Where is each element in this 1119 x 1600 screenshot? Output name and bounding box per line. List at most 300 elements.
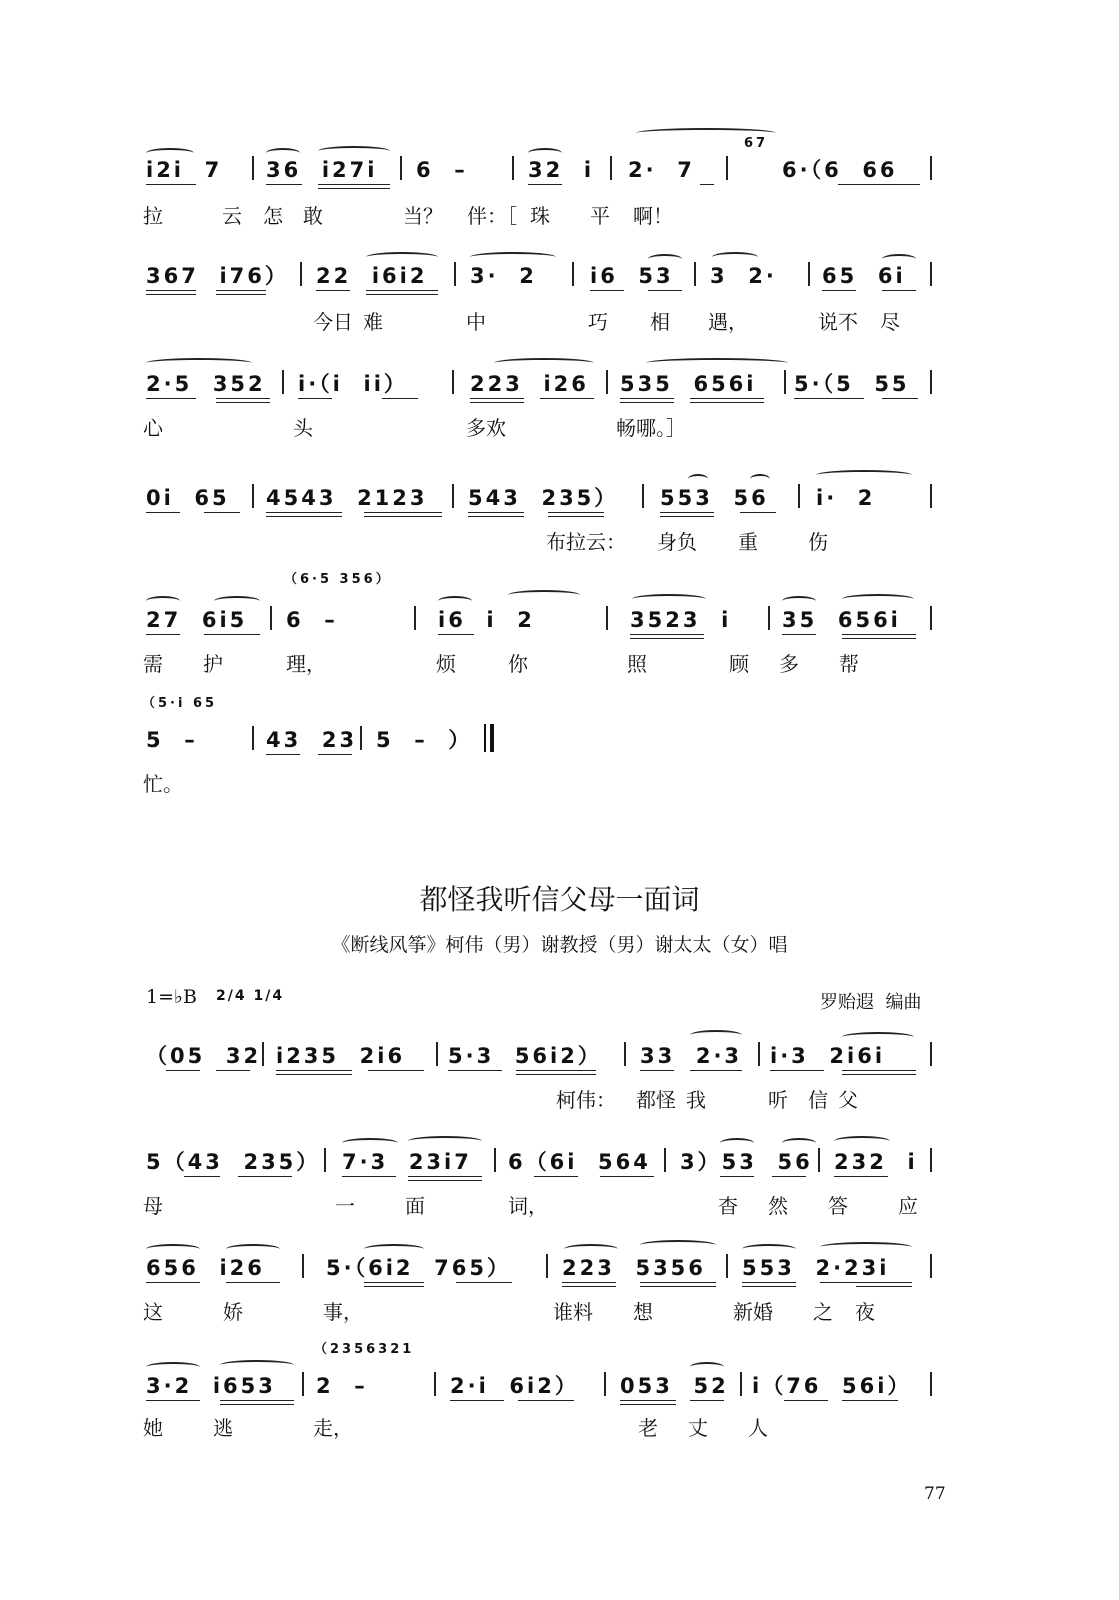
underline: [166, 1070, 200, 1071]
underline: [660, 512, 714, 513]
barline: [604, 1372, 606, 1396]
underline: [620, 398, 674, 399]
underline: [438, 634, 474, 635]
lyric: 怎: [263, 204, 283, 228]
slur: [266, 148, 300, 158]
underline: [660, 516, 714, 517]
score1-row-4: [0, 478, 1119, 518]
lyric: 丈: [688, 1416, 708, 1440]
barline: [302, 1372, 304, 1396]
underline: [216, 1070, 250, 1071]
underline: [518, 1400, 574, 1401]
measure: 3523 i: [630, 608, 732, 632]
barline: [606, 606, 608, 630]
underline: [216, 402, 270, 403]
underline: [534, 1176, 578, 1177]
measure: 553 2·23i: [742, 1256, 890, 1280]
barline: [610, 156, 612, 180]
underline: [364, 1286, 424, 1287]
slur: [688, 474, 708, 484]
measure: 053 52: [620, 1374, 729, 1398]
slur: [318, 146, 390, 156]
underline: [318, 184, 390, 185]
underline: [620, 1400, 676, 1401]
final-barline: [484, 724, 494, 752]
underline: [620, 1404, 676, 1405]
lyric: 人: [748, 1416, 768, 1440]
slur: [564, 1244, 618, 1254]
lyric: 想: [633, 1300, 653, 1324]
measure: 6·（6 66: [782, 158, 898, 182]
underline: [740, 512, 776, 513]
lyric: 伴：［: [467, 204, 517, 228]
slur: [690, 1362, 724, 1372]
score1-row-1: [0, 136, 1119, 190]
lyric: 信: [808, 1088, 828, 1112]
underline: [640, 1070, 674, 1071]
lyric: 答: [828, 1194, 848, 1218]
measure: 5 –: [146, 728, 198, 752]
underline: [600, 1176, 654, 1177]
lyric: 尽: [880, 310, 900, 334]
lyric: 巧: [588, 310, 608, 334]
lyric: 护: [203, 652, 223, 676]
underline: [822, 290, 856, 291]
barline: [302, 1254, 304, 1278]
measure: 6 –: [416, 158, 468, 182]
slur: [816, 470, 912, 480]
measure: i·（i ii）: [298, 372, 408, 396]
score1-lyrics-4: [0, 526, 1119, 556]
underline: [204, 512, 240, 513]
lyric: 难: [363, 310, 383, 334]
measure: i235 2i6: [276, 1044, 406, 1068]
measure: 27 6i5: [146, 608, 248, 632]
slur: [632, 594, 706, 604]
barline: [282, 370, 284, 394]
underline: [690, 1070, 742, 1071]
measure: 367 i76）: [146, 264, 289, 288]
underline: [470, 402, 524, 403]
barline: [414, 606, 416, 630]
underline: [184, 1176, 220, 1177]
measure: 2·5 352: [146, 372, 266, 396]
underline: [700, 184, 714, 185]
underline: [782, 634, 816, 635]
underline: [450, 1400, 504, 1401]
underline: [298, 398, 332, 399]
underline: [834, 1176, 888, 1177]
barline: [270, 606, 272, 630]
measure: 543 235）: [468, 486, 619, 510]
barline: [400, 156, 402, 180]
barline: [930, 1372, 932, 1396]
slur: [226, 1244, 280, 1254]
underline: [640, 1282, 716, 1283]
measure: 4543 2123: [266, 486, 428, 510]
barline: [930, 156, 932, 180]
grace-notes: 67: [744, 136, 769, 151]
underline: [366, 290, 438, 291]
slur: [646, 358, 788, 368]
score1-row-6: [0, 720, 1119, 760]
barline: [262, 1042, 264, 1066]
slur: [342, 1138, 398, 1148]
underline: [408, 1180, 482, 1181]
barline: [694, 262, 696, 286]
lyric: 遇，: [708, 310, 748, 334]
slur: [640, 1240, 716, 1250]
slur: [146, 1362, 200, 1372]
measure: 32 i: [528, 158, 595, 182]
measure: 36 i27i: [266, 158, 378, 182]
underline: [468, 516, 524, 517]
barline: [808, 262, 810, 286]
measure: 2·i 6i2）: [450, 1374, 579, 1398]
barline: [768, 606, 770, 630]
lyric: 走，: [313, 1416, 353, 1440]
lyric: 需: [143, 652, 163, 676]
underline: [382, 398, 418, 399]
underline: [720, 1176, 754, 1177]
slur: [782, 1138, 816, 1148]
lyric: 听: [768, 1088, 788, 1112]
slur: [146, 596, 180, 606]
lyric: 父: [838, 1088, 858, 1112]
underline: [640, 1286, 716, 1287]
slur: [648, 254, 682, 264]
barline: [930, 1254, 932, 1278]
barline: [798, 484, 800, 508]
slur: [742, 1244, 796, 1254]
lyric: 都怪: [636, 1088, 676, 1112]
underline: [540, 398, 594, 399]
barline: [784, 370, 786, 394]
underline: [856, 1286, 912, 1287]
underline: [238, 1176, 292, 1177]
lyric: 重: [738, 530, 758, 554]
barline: [252, 156, 254, 180]
lyric: 忙。: [143, 772, 183, 796]
song-title: 都怪我听信父母一面词: [419, 883, 700, 916]
slur: [508, 590, 580, 600]
slur: [834, 1136, 890, 1146]
measure: 65 6i: [822, 264, 906, 288]
lyric: 娇: [223, 1300, 243, 1324]
underline: [146, 634, 180, 635]
measure: 6 –: [286, 608, 338, 632]
barline: [252, 726, 254, 750]
slur: [408, 1136, 482, 1146]
lyric: 相: [650, 310, 670, 334]
lyric: 母: [143, 1194, 163, 1218]
lyric: 当？: [403, 204, 443, 228]
lyric: 一: [335, 1194, 355, 1218]
barline: [930, 262, 932, 286]
underline: [226, 1282, 280, 1283]
underline: [342, 1176, 396, 1177]
lyric: 然: [768, 1194, 788, 1218]
slur: [220, 1360, 294, 1370]
lyric: 之: [813, 1300, 833, 1324]
underline: [220, 1400, 294, 1401]
barline: [930, 1042, 932, 1066]
underline: [620, 402, 674, 403]
lyric: 头: [293, 416, 313, 440]
lyric: 珠: [530, 204, 550, 228]
song2-row-2: [0, 1142, 1119, 1182]
lyric: 逃: [213, 1416, 233, 1440]
underline: [448, 1070, 502, 1071]
lyric: 面: [405, 1194, 425, 1218]
underline: [368, 1070, 424, 1071]
barline: [930, 370, 932, 394]
measure: 3 2·: [710, 264, 777, 288]
underline: [842, 1070, 916, 1071]
lyric: 畅哪。］: [616, 416, 686, 440]
slur: [882, 254, 916, 264]
song2-lyrics-4: [0, 1412, 1119, 1442]
barline: [360, 726, 362, 750]
slur: [438, 596, 472, 606]
lyric: 说不: [818, 310, 858, 334]
measure: 656 i26: [146, 1256, 265, 1280]
barline: [740, 1372, 742, 1396]
underline: [316, 290, 350, 291]
slur: [146, 148, 194, 158]
underline: [146, 1400, 200, 1401]
measure: 5·（6i2 765）: [326, 1256, 511, 1280]
underline: [548, 516, 604, 517]
underline: [276, 1070, 352, 1071]
page-number: 77: [924, 1484, 946, 1504]
slur: [842, 1032, 914, 1042]
underline: [842, 1074, 916, 1075]
barline: [454, 262, 456, 286]
lyric: 云: [222, 204, 242, 228]
barline: [300, 262, 302, 286]
slur: [782, 596, 816, 606]
underline: [590, 290, 624, 291]
underline: [838, 184, 920, 185]
barline: [664, 1148, 666, 1172]
underline: [882, 290, 916, 291]
underline: [366, 294, 438, 295]
interlude-annotation: （5·i 65: [142, 696, 218, 711]
lyric: 布拉云：: [546, 530, 626, 554]
measure: 223 i26: [470, 372, 589, 396]
barline: [452, 484, 454, 508]
lyric: 杳: [718, 1194, 738, 1218]
song2-lyrics-2: [0, 1190, 1119, 1220]
barline: [512, 156, 514, 180]
slur: [842, 594, 914, 604]
underline: [690, 398, 764, 399]
barline: [494, 1148, 496, 1172]
underline: [770, 1070, 824, 1071]
slur: [470, 252, 556, 262]
underline: [562, 1286, 616, 1287]
measure: i·3 2i6i: [770, 1044, 886, 1068]
lyric: 谁料: [553, 1300, 593, 1324]
underline: [146, 294, 196, 295]
lyric: 词，: [508, 1194, 548, 1218]
underline: [364, 516, 442, 517]
measure: 5（43 235）: [146, 1150, 321, 1174]
barline: [624, 1042, 626, 1066]
song2-lyrics-3: [0, 1296, 1119, 1326]
underline: [266, 512, 342, 513]
underline: [548, 512, 604, 513]
lyric: 伤: [808, 530, 828, 554]
measure: （05 32: [146, 1044, 262, 1068]
measure: 6（6i 564: [508, 1150, 651, 1174]
underline: [146, 290, 196, 291]
measure: 553 56: [660, 486, 769, 510]
lyric: 应: [898, 1194, 918, 1218]
lyric: 理，: [286, 652, 326, 676]
song2-row-4: [0, 1366, 1119, 1406]
measure: 2 –: [316, 1374, 368, 1398]
score1-row-3: [0, 364, 1119, 404]
lyric: 我: [686, 1088, 706, 1112]
underline: [630, 634, 704, 635]
underline: [146, 1282, 200, 1283]
lyric: 身负: [657, 530, 697, 554]
underline: [742, 1282, 796, 1283]
lyric: 平: [590, 204, 610, 228]
underline: [794, 398, 864, 399]
underline: [216, 290, 266, 291]
score1-lyrics-1: [0, 200, 1119, 230]
lyric: 柯伟：: [556, 1088, 616, 1112]
measure: 3·2 i653: [146, 1374, 276, 1398]
underline: [842, 638, 916, 639]
score1-lyrics-6: [0, 768, 1119, 798]
underline: [742, 1286, 796, 1287]
lyric: 烦: [436, 652, 456, 676]
slur: [364, 1244, 424, 1254]
barline: [930, 1148, 932, 1172]
underline: [690, 1400, 724, 1401]
underline: [470, 398, 524, 399]
underline: [630, 638, 704, 639]
underline: [276, 1074, 352, 1075]
measure: 3· 2: [470, 264, 537, 288]
slur: [528, 148, 562, 158]
barline: [434, 1372, 436, 1396]
song2-row-1: [0, 1036, 1119, 1076]
measure: i（76 56i）: [752, 1374, 912, 1398]
underline: [146, 512, 180, 513]
barline: [606, 370, 608, 394]
measure: 223 5356: [562, 1256, 706, 1280]
underline: [266, 184, 302, 185]
barline: [930, 484, 932, 508]
lyric: 心: [143, 416, 163, 440]
measure: 43 23: [266, 728, 358, 752]
score1-row-5: [0, 600, 1119, 640]
song2-row-3: [0, 1248, 1119, 1288]
measure: 3）53 56: [680, 1150, 813, 1174]
score1-lyrics-2: [0, 306, 1119, 336]
lyric: 啊！: [633, 204, 673, 228]
underline: [882, 398, 918, 399]
slur: [494, 358, 594, 368]
barline: [930, 606, 932, 630]
lyric: 你: [508, 652, 528, 676]
composer: 罗贻遐 编曲: [820, 992, 922, 1013]
measure: 0i 65: [146, 486, 230, 510]
barline: [726, 156, 728, 180]
interlude-annotation: （6·5 356）: [284, 572, 392, 587]
lyric: 她: [143, 1416, 163, 1440]
lyric: 顾: [729, 652, 749, 676]
lyric: 新婚: [733, 1300, 773, 1324]
measure: 22 i6i2: [316, 264, 428, 288]
interlude-annotation: （2356321: [314, 1342, 415, 1357]
lyric: 敢: [303, 204, 323, 228]
measure: 7·3 23i7: [342, 1150, 472, 1174]
underline: [216, 398, 270, 399]
underline: [456, 1282, 512, 1283]
lyric: 这: [143, 1300, 163, 1324]
underline: [528, 184, 562, 185]
key-signature: 1=♭B: [146, 986, 197, 1008]
slur: [146, 358, 252, 368]
underline: [364, 1282, 424, 1283]
time-signature: 2/4 1/4: [216, 988, 285, 1004]
measure: 535 656i: [620, 372, 757, 396]
underline: [842, 634, 916, 635]
measure: i2i 7: [146, 158, 223, 182]
lyric: 中: [466, 310, 486, 334]
lyric: 夜: [855, 1300, 875, 1324]
underline: [204, 634, 260, 635]
measure: 2· 7: [628, 158, 695, 182]
underline: [648, 290, 682, 291]
underline: [266, 754, 300, 755]
slur: [720, 1138, 754, 1148]
lyric: 事，: [323, 1300, 363, 1324]
underline: [318, 188, 390, 189]
underline: [364, 512, 442, 513]
lyric: 帮: [839, 652, 859, 676]
underline: [220, 1404, 294, 1405]
measure: 35 656i: [782, 608, 901, 632]
underline: [562, 1282, 616, 1283]
underline: [690, 402, 764, 403]
barline: [572, 262, 574, 286]
measure: 232 i: [834, 1150, 918, 1174]
underline: [266, 516, 342, 517]
barline: [436, 1042, 438, 1066]
lyric: 多欢: [466, 416, 506, 440]
song2-lyrics-1: [0, 1084, 1119, 1114]
lyric: 今日: [313, 310, 353, 334]
slur: [712, 252, 758, 262]
measure: 5 – ）: [376, 728, 473, 752]
underline: [516, 1070, 596, 1071]
underline: [318, 754, 352, 755]
measure: i6 53: [590, 264, 674, 288]
slur: [146, 1244, 200, 1254]
underline: [842, 1400, 898, 1401]
barline: [324, 1148, 326, 1172]
underline: [408, 1176, 482, 1177]
underline: [146, 398, 196, 399]
measure: i6 i 2: [438, 608, 535, 632]
